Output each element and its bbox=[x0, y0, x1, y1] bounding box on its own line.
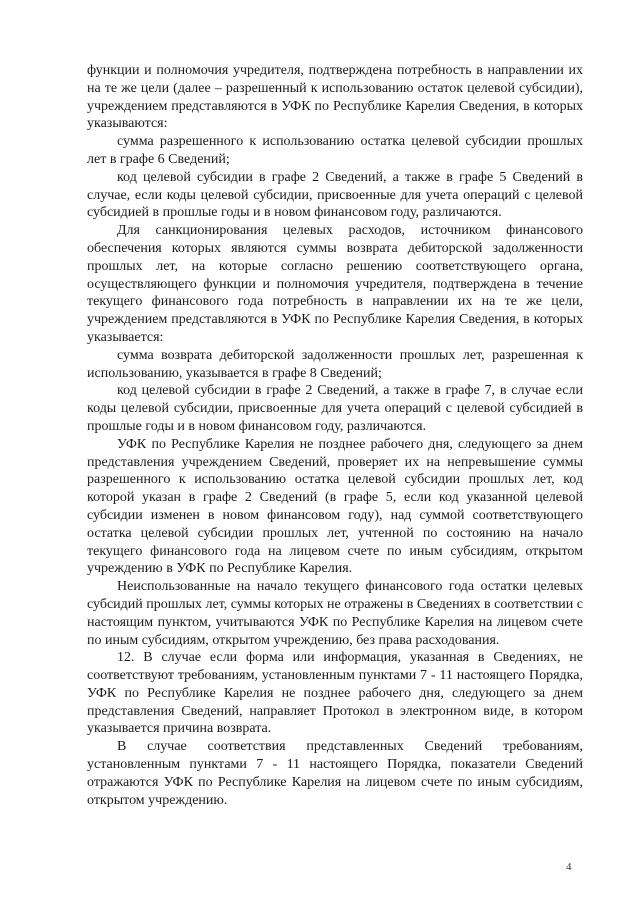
paragraph-9: 12. В случае если форма или информация, указанная в Сведениях, не соответствуют требованиям, установленным пунктами 7 - 11 настоящего Порядка, УФК по Республике Карелия не позднее рабочего дня, следующего за днем представления Сведений, направляет Протокол в электронном виде, в котором указывается причина возврата. bbox=[87, 650, 583, 737]
document-body bbox=[87, 62, 583, 809]
paragraph-1: функции и полномочия учредителя, подтверждена потребность в направлении их на те же цели (далее – разрешенный к использованию остаток целевой субсидии), учреждением представляются в УФК по Республике Карелия Сведения, в которых указываются: bbox=[87, 63, 583, 132]
paragraph-3: код целевой субсидии в графе 2 Сведений, а также в графе 5 Сведений в случае, если коды целевой субсидии, присвоенные для учета операций с целевой субсидией в прошлые годы и в новом финансовом году, различаются. bbox=[87, 169, 583, 221]
paragraph-2: сумма разрешенного к использованию остатка целевой субсидии прошлых лет в графе 6 Сведений; bbox=[87, 134, 583, 167]
page-number: 4 bbox=[566, 861, 572, 873]
paragraph-5: сумма возврата дебиторской задолженности прошлых лет, разрешенная к использованию, указывается в графе 8 Сведений; bbox=[87, 347, 583, 381]
paragraph-10: В случае соответствия представленных Сведений требованиям, установленным пунктами 7 - 11 настоящего Порядка, показатели Сведений отражаются УФК по Республике Карелия на лицевом счете по иным субсидиям, открытом учреждению. bbox=[87, 739, 583, 808]
paragraph-7: УФК по Республике Карелия не позднее рабочего дня, следующего за днем представления учреждением Сведений, проверяет их на непревышение суммы разрешенного к использованию остатка целевой субсидии прошлых лет, код которой указан в графе 2 Сведений (в графе 5, если код указанной целевой субсидии изменен в новом финансовом году), над суммой соответствующего остатка целевой субсидии прошлых лет, учтенной по состоянию на начало текущего финансового года на лицевом счете по иным субсидиям, открытом учреждению в УФК по Республике Карелия. bbox=[87, 436, 583, 577]
paragraph-8: Неиспользованные на начало текущего финансового года остатки целевых субсидий прошлых лет, суммы которых не отражены в Сведениях в соответствии с настоящим пунктом, учитываются УФК по Республике Карелия на лицевом счете по иным субсидиям, открытом учреждению, без права расходования. bbox=[87, 579, 583, 648]
paragraph-4: Для санкционирования целевых расходов, источником финансового обеспечения которых являются суммы возврата дебиторской задолженности прошлых лет, на которые согласно решению соответствующего органа, осуществляющего функции и полномочия учредителя, подтверждена в течение текущего финансового года потребность в направлении их на те же цели, учреждением представляются в УФК по Республике Карелия Сведения, в которых указывается: bbox=[87, 223, 583, 345]
paragraph-6: код целевой субсидии в графе 2 Сведений, а также в графе 7, в случае если коды целевой субсидии, присвоенные для учета операций с целевой субсидией в прошлые годы и в новом финансовом году, различаются. bbox=[87, 383, 583, 434]
